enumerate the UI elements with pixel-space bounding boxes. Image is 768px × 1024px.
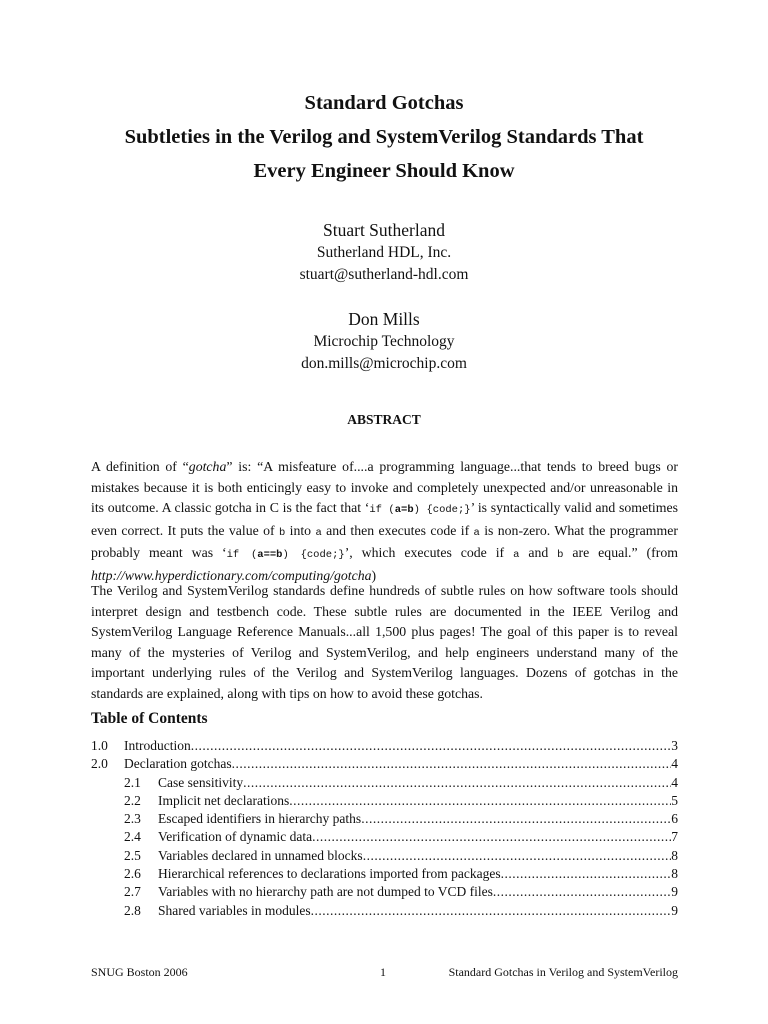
author-block-2 (0, 307, 768, 375)
toc-leader (493, 883, 671, 901)
text-run: is non-zero. What the programmer probably meant was ‘ (91, 522, 678, 560)
toc-number: 2.6 (124, 866, 141, 882)
toc-label: Introduction (124, 738, 191, 753)
toc-label: Variables with no hierarchy path are not dumped to VCD files (158, 884, 493, 900)
toc-label: Case sensitivity (158, 774, 244, 790)
author-email: don.mills@microchip.com (301, 355, 467, 372)
toc-leader (501, 865, 672, 883)
toc-label: Variables declared in unnamed blocks (158, 847, 363, 863)
toc-label: Declaration gotchas (124, 756, 232, 772)
toc-label: Escaped identifiers in hierarchy paths (158, 811, 362, 827)
toc-page: 5 (671, 792, 678, 808)
toc-leader (243, 774, 671, 792)
toc-number: 2.5 (124, 847, 141, 863)
toc-page: 6 (671, 811, 678, 827)
toc-number: 2.0 (91, 756, 108, 772)
toc-page: 7 (671, 829, 678, 845)
code-var: b (557, 549, 564, 561)
code-var: a (513, 549, 520, 561)
title-line-2: Subtleties in the Verilog and SystemVerilog Standards That (124, 126, 644, 148)
toc-entry (91, 810, 678, 828)
toc-number: 2.8 (124, 902, 141, 918)
toc-number: 2.2 (124, 792, 141, 808)
author-affiliation: Sutherland HDL, Inc. (316, 244, 452, 261)
toc-page: 4 (671, 774, 678, 790)
toc-number: 2.4 (124, 829, 141, 845)
toc-number: 1.0 (91, 738, 108, 753)
toc-label: Shared variables in modules (158, 902, 311, 918)
toc-label: Implicit net declarations (158, 792, 290, 808)
code-part: if ( (369, 504, 395, 516)
abstract-paragraph-2: The Verilog and SystemVerilog standards define hundreds of subtle rules on how software tools should interpret design and testbench code. These subtle rules are documented in the IEEE Verilog and SystemVerilog Language Reference Manuals...all 1,500 plus pages! The goal of this paper is to reveal many of the mysteries of Verilog and SystemVerilog, and help engineers understand many of the important underlying rules of the Verilog and SystemVerilog languages. Dozens of gotchas in the standards are explained, along with tips on how to avoid these gotchas. (91, 583, 678, 701)
toc-entry (91, 792, 678, 810)
toc-leader (289, 792, 671, 810)
text-run: and (519, 545, 558, 560)
code-part-bold: a=b (394, 504, 414, 516)
toc-entry (91, 755, 678, 773)
toc-leader (363, 847, 672, 865)
code-part: ) {code;} (413, 504, 471, 516)
toc-entry (91, 883, 678, 901)
author-block-1 (0, 218, 768, 286)
toc-page: 8 (671, 866, 678, 882)
toc-leader (361, 810, 671, 828)
text-run: ) (371, 567, 377, 583)
author-affiliation: Microchip Technology (313, 333, 455, 350)
toc-leader (191, 737, 672, 755)
text-run: ’, which executes code if (344, 545, 514, 560)
toc-leader (311, 902, 672, 920)
text-run: ” is: “A misfeature of....a programming language...that tends to breed bugs or mistakes because it is both enticingly easy to invoke and completely unexpected and/or unreasonable in its outcome. A classic gotcha in C is the fact that ‘ (91, 459, 678, 515)
code-part: if ( (226, 549, 258, 561)
text-run: A definition of “ (91, 459, 189, 474)
toc-leader (312, 828, 671, 846)
toc-label: Verification of dynamic data (158, 829, 313, 845)
code-snippet (369, 504, 470, 516)
table-of-contents (91, 737, 678, 920)
toc-number: 2.1 (124, 774, 141, 790)
toc-entry (91, 865, 678, 883)
toc-page: 9 (671, 902, 678, 918)
toc-page: 4 (671, 756, 678, 772)
toc-page: 8 (671, 847, 678, 863)
abstract-paragraph-1 (91, 457, 678, 586)
source-url: http://www.hyperdictionary.com/computing/gotcha (91, 567, 372, 583)
code-var: a (473, 526, 480, 539)
toc-entry (91, 828, 678, 846)
toc-leader (232, 755, 672, 773)
author-name: Stuart Sutherland (323, 220, 445, 240)
code-part: ) {code;} (282, 549, 345, 561)
toc-entry (91, 737, 678, 755)
toc-entry (91, 902, 678, 920)
toc-page: 9 (671, 884, 678, 900)
title-line-1: Standard Gotchas (304, 92, 464, 114)
author-email: stuart@sutherland-hdl.com (299, 266, 469, 283)
code-var: b (278, 526, 286, 539)
text-run: are equal.” (from (563, 545, 678, 560)
footer-right: Standard Gotchas in Verilog and SystemVerilog (448, 965, 678, 979)
code-part-bold: a==b (257, 549, 283, 561)
gotcha-term: gotcha (188, 459, 227, 474)
toc-entry (91, 847, 678, 865)
code-snippet (227, 549, 345, 561)
paper-title (0, 86, 768, 188)
footer-page-number: 1 (380, 965, 386, 979)
text-run: and then executes code if (321, 522, 474, 538)
title-line-3: Every Engineer Should Know (253, 160, 515, 182)
toc-number: 2.3 (124, 811, 141, 827)
text-run: into (285, 522, 316, 538)
footer-left: SNUG Boston 2006 (91, 965, 188, 979)
toc-page: 3 (671, 738, 678, 753)
toc-entry (91, 774, 678, 792)
toc-label: Hierarchical references to declarations imported from packages (158, 866, 501, 882)
author-name: Don Mills (348, 309, 420, 329)
text-run: ’ is syntactically valid and sometimes even correct. It puts the value of (91, 500, 678, 538)
toc-number: 2.7 (124, 884, 141, 900)
abstract-heading: ABSTRACT (347, 412, 421, 427)
toc-heading: Table of Contents (91, 710, 208, 727)
code-var: a (315, 526, 322, 539)
